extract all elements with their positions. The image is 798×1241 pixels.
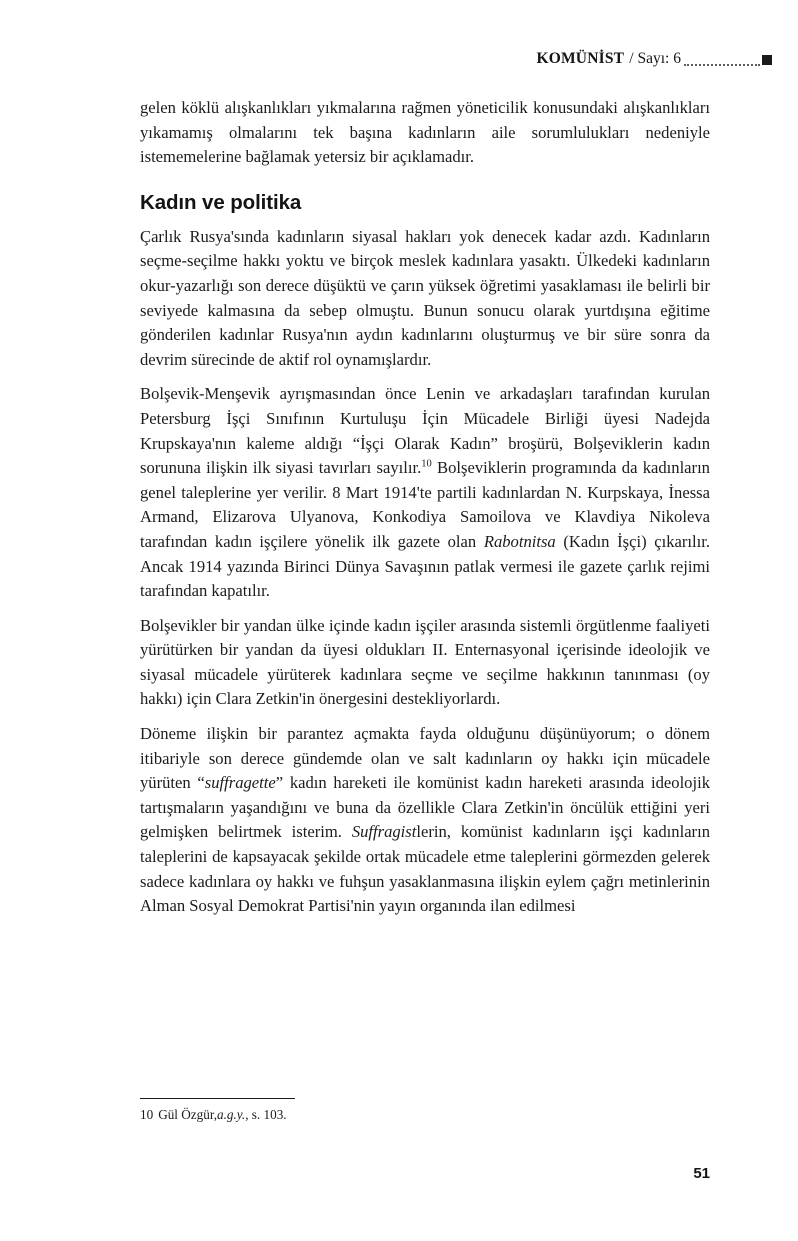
dotted-leader bbox=[684, 55, 760, 66]
text-column bbox=[140, 96, 710, 919]
paragraph-5 bbox=[140, 722, 710, 919]
footnote-marker: 10 bbox=[421, 458, 432, 470]
square-marker-icon bbox=[762, 55, 772, 65]
paragraph-4: Bolşevikler bir yandan ülke içinde kadın işçiler arasında sistemli örgütlenme faaliyeti yürütürken bir yandan da üyesi oldukları II. Enternasyonal içerisinde ideolojik ve siyasal mücadele yürüterek kadınlara seçme ve seçilme hakkının tanınması (oy hakkı) için Clara Zetkin'in önergesini destekliyorlardı. bbox=[140, 615, 710, 709]
header-separator: / bbox=[629, 50, 634, 67]
paragraph-3 bbox=[140, 382, 710, 603]
paragraph-5-text-c: lerin, komünist kadınların işçi kadınların taleplerini de kapsayacak şekilde ortak mücadele etme taleplerini görmezden gelerek sadece kadınlara oy hakkı ve fuhşun yasaklanmasına ilişkin eylem çağrı metinlerinin Alman Sosyal Demokrat Partisi'nin yayın organında ilan edilmesi bbox=[140, 822, 710, 916]
footnote-separator-rule bbox=[140, 1098, 295, 1099]
footnote-entry bbox=[140, 1106, 710, 1124]
paragraph-2: Çarlık Rusya'sında kadınların siyasal hakları yok denecek kadar azdı. Kadınların seçme-seçilme hakkı yoktu ve birçok meslek kadınlara yasaktı. Ülkedeki kadınların okur-yazarlığı son derece düşüktü ve çarın yüksek öğretimi yasaklaması ile belirli bir seviyede kalmasına da sebep olmuştu. Bunun sonucu olarak yurtdışına eğitime gönderilen kadınlar Rusya'nın aydın kadınlarını oluşturmuş ve bir süre sonra da devrim sürecinde de aktif rol oynamışlardır. bbox=[140, 226, 710, 369]
footnote-area bbox=[140, 1098, 710, 1124]
italic-term-suffragette: suffragette bbox=[204, 773, 276, 793]
section-heading: Kadın ve politika bbox=[140, 190, 302, 214]
paragraph-continuation: gelen köklü alışkanlıkları yıkmalarına rağmen yöneticilik konusundaki alışkanlıkları yıkamamış olmalarını tek başına kadınların aile sorumlulukları nedeniyle istememelerine bağlamak yetersiz bir açıklamadır. bbox=[140, 98, 710, 167]
footnote-author: Gül Özgür, bbox=[158, 1107, 217, 1122]
paragraph-5-text-b: ” kadın hareketi ile komünist kadın hareketi arasında ideolojik tartışmaların yaşandığını ve buna da özellikle Clara Zetkin'in öncülük ettiğini yeri gelmişken belirtmek isterim. bbox=[140, 773, 710, 842]
page-number: 51 bbox=[693, 1165, 710, 1182]
paragraph-3-text-a: Bolşevik-Menşevik ayrışmasından önce Lenin ve arkadaşları tarafından kurulan Petersburg İşçi Sınıfının Kurtuluşu İçin Mücadele Birliği üyesi Nadejda Krupskaya'nın kaleme aldığı “İşçi Olarak Kadın” broşürü, Bolşeviklerin kadın sorununa ilişkin ilk siyasi tavırları sayılır. bbox=[140, 384, 710, 478]
footnote-reference-abbr: a.g.y. bbox=[217, 1107, 246, 1122]
paragraph-3-text-c: (Kadın İşçi) çıkarılır. Ancak 1914 yazında Birinci Dünya Savaşının patlak vermesi ile gazete çarlık rejimi tarafından kapatılır. bbox=[140, 531, 710, 601]
footnote-page-ref: , s. 103. bbox=[245, 1107, 287, 1122]
footnote-number: 10 bbox=[140, 1107, 154, 1122]
issue-number: Sayı: 6 bbox=[637, 50, 681, 67]
italic-title-rabotnitsa: Rabotnitsa bbox=[483, 531, 556, 551]
publication-title: KOMÜNİST bbox=[536, 50, 625, 67]
running-header bbox=[140, 46, 772, 72]
italic-term-suffragist: Suffragist bbox=[351, 822, 417, 842]
paragraph-3-text-b: Bolşeviklerin programında da kadınların genel taleplerine yer verilir. 8 Mart 1914'te partili kadınlardan N. Kurpskaya, İnessa Armand, Elizarova Ulyanova, Konkodiya Samoilova ve Klavdiya Nikoleva tarafından kadın işçilere yönelik ilk gazete olan bbox=[140, 458, 710, 551]
paragraph-5-text-a: Döneme ilişkin bir parantez açmakta fayda olduğunu düşünüyorum; o dönem itibariyle son derece gündemde olan ve salt kadınların oy hakkı için mücadele yürüten “ bbox=[140, 724, 710, 793]
